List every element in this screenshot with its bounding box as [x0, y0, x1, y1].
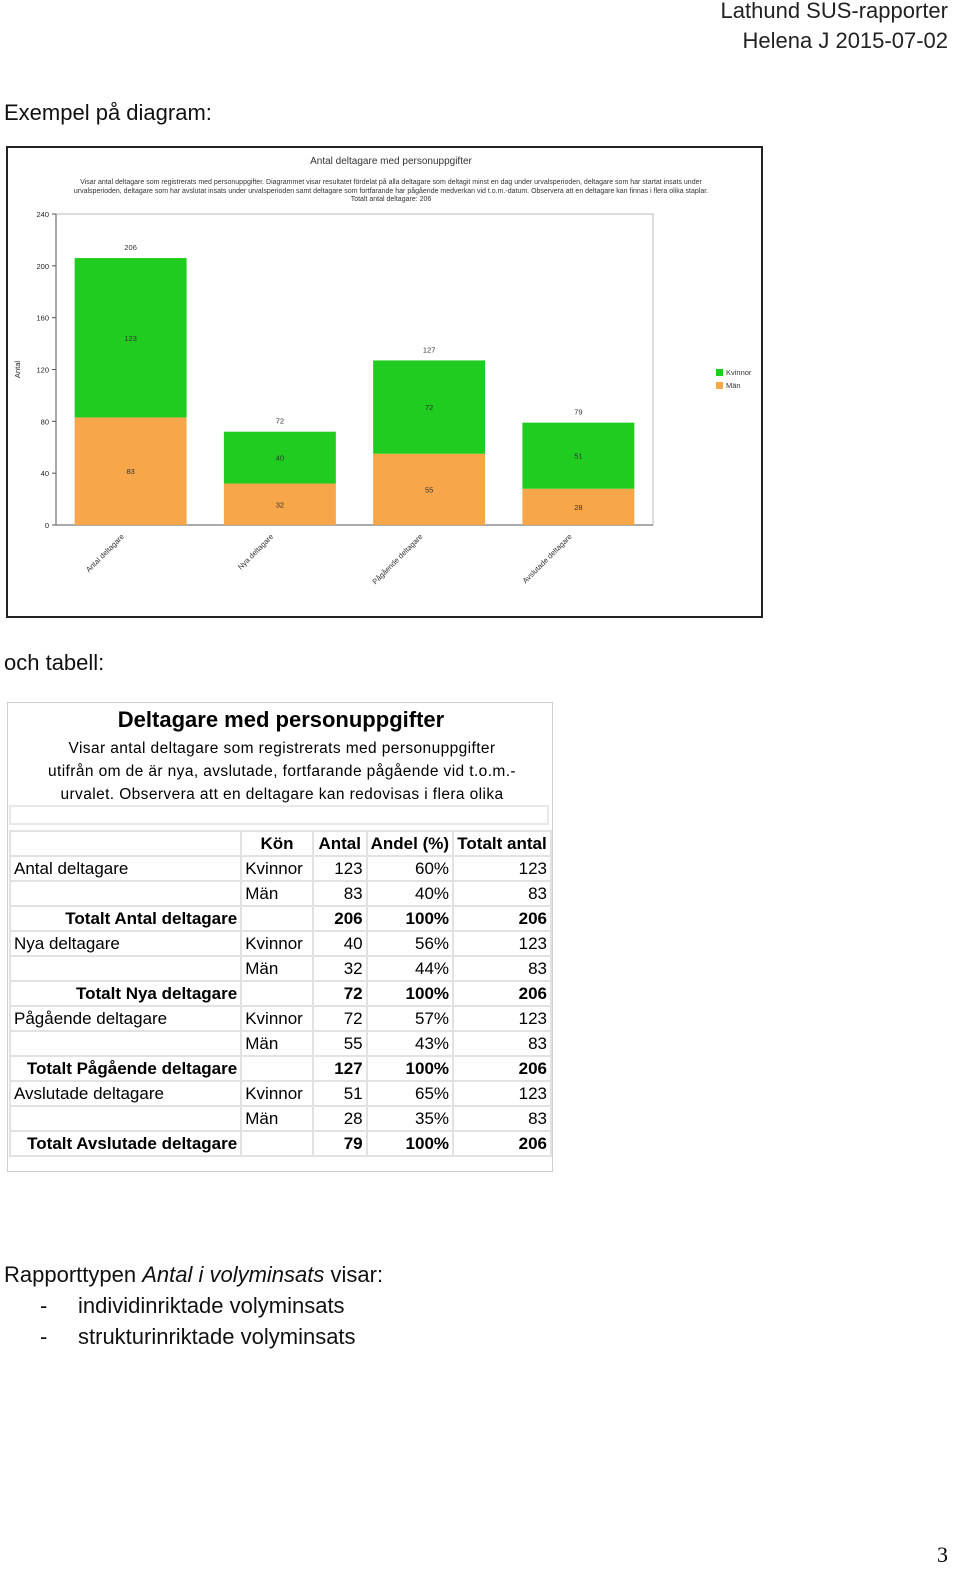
count-cell: 72	[313, 981, 367, 1006]
document-header	[721, 0, 948, 56]
row-label: Totalt Nya deltagare	[10, 981, 241, 1006]
table-row	[10, 1106, 551, 1131]
gender-cell	[241, 981, 313, 1006]
total-count-cell: 206	[453, 981, 551, 1006]
bar-total-label: 127	[422, 345, 436, 355]
row-label: Nya deltagare	[10, 931, 241, 956]
gender-cell: Män	[241, 1031, 313, 1056]
bar-value-label: 123	[124, 333, 137, 343]
bar-total-label: 79	[574, 407, 583, 417]
total-count-cell: 83	[453, 881, 551, 906]
category-label: Nya deltagare	[235, 532, 276, 572]
share-cell: 44%	[367, 956, 453, 981]
total-count-cell: 123	[453, 1006, 551, 1031]
table-row	[10, 1006, 551, 1031]
share-cell: 100%	[367, 1131, 453, 1156]
table-total-row	[10, 1131, 551, 1156]
total-count-cell: 123	[453, 856, 551, 881]
gender-cell: Män	[241, 881, 313, 906]
y-tick-label: 40	[40, 469, 49, 479]
list-item	[40, 1293, 345, 1319]
gender-cell: Kvinnor	[241, 1006, 313, 1031]
list-dash: -	[40, 1324, 48, 1349]
total-count-cell: 83	[453, 956, 551, 981]
bar-value-label: 55	[424, 485, 434, 495]
report-text-suffix: visar:	[324, 1262, 384, 1287]
table-spacer-row	[9, 805, 549, 825]
share-cell: 57%	[367, 1006, 453, 1031]
y-tick-label: 160	[36, 313, 49, 323]
share-cell: 100%	[367, 906, 453, 931]
legend-label: Män	[726, 381, 741, 390]
table-row	[10, 956, 551, 981]
bar-value-label: 51	[574, 451, 583, 461]
bar-total-label: 72	[275, 416, 285, 426]
row-label: Antal deltagare	[10, 856, 241, 881]
chart-description-line: Visar antal deltagare som registrerats med personuppgifter. Diagrammet visar resultatet fördelat på alla deltagare som deltagit minst en dag under urvalsperioden, deltagare som har startat insats under	[80, 179, 702, 186]
table-row	[10, 1081, 551, 1106]
table-total-row	[10, 1056, 551, 1081]
table-description	[24, 737, 540, 806]
total-count-cell: 83	[453, 1031, 551, 1056]
row-label: Avslutade deltagare	[10, 1081, 241, 1106]
page-number: 3	[937, 1542, 948, 1567]
bar-value-label: 28	[574, 502, 583, 512]
list-item-text: individinriktade volyminsats	[78, 1293, 345, 1318]
category-label: Avslutade deltagare	[520, 532, 574, 586]
total-count-cell: 206	[453, 1131, 551, 1156]
count-cell: 32	[313, 956, 367, 981]
bar-value-label: 32	[275, 500, 285, 510]
count-cell: 28	[313, 1106, 367, 1131]
table-title: Deltagare med personuppgifter	[117, 707, 445, 732]
gender-cell: Kvinnor	[241, 1081, 313, 1106]
gender-cell: Män	[241, 956, 313, 981]
row-label: Pågående deltagare	[10, 1006, 241, 1031]
row-label	[10, 956, 241, 981]
y-tick-label: 120	[36, 365, 49, 375]
column-header: Totalt antal	[453, 831, 551, 856]
count-cell: 83	[313, 881, 367, 906]
category-label: Antal deltagare	[83, 532, 127, 575]
row-label: Totalt Pågående deltagare	[10, 1056, 241, 1081]
gender-cell	[241, 906, 313, 931]
count-cell: 51	[313, 1081, 367, 1106]
table-header-row	[10, 831, 551, 856]
header-author-date: Helena J 2015-07-02	[742, 28, 948, 53]
legend-swatch	[716, 369, 723, 376]
table-heading: och tabell:	[4, 650, 105, 675]
bar-total-label: 206	[124, 243, 137, 253]
table-row	[10, 931, 551, 956]
chart-description-line: urvalsperioden, deltagare som har avslutat insats under urvalsperioden samt deltagare som fortfarande har pågående medverkan vid t.o.m.-datum. Observera att en deltagare kan finnas i flera olika staplar.	[73, 188, 709, 195]
header-title: Lathund SUS-rapporter	[720, 0, 948, 23]
diagram-heading: Exempel på diagram:	[4, 100, 212, 125]
share-cell: 100%	[367, 981, 453, 1006]
legend-label: Kvinnor	[726, 368, 752, 377]
bar-value-label: 40	[275, 453, 285, 463]
column-header: Antal	[313, 831, 367, 856]
report-type-paragraph	[4, 1262, 383, 1288]
column-header: Kön	[241, 831, 313, 856]
gender-cell: Kvinnor	[241, 931, 313, 956]
bar-value-label: 83	[126, 467, 135, 477]
table-description-line: utifrån om de är nya, avslutade, fortfarande pågående vid t.o.m.-	[47, 763, 516, 780]
row-label	[10, 1031, 241, 1056]
table-total-row	[10, 981, 551, 1006]
list-item-text: strukturinriktade volyminsats	[78, 1324, 356, 1349]
count-cell: 40	[313, 931, 367, 956]
table-figure	[7, 702, 553, 1172]
count-cell: 79	[313, 1131, 367, 1156]
table-row	[10, 881, 551, 906]
total-count-cell: 206	[453, 1056, 551, 1081]
share-cell: 43%	[367, 1031, 453, 1056]
bar-chart	[8, 148, 761, 616]
chart-figure	[6, 146, 763, 618]
count-cell: 123	[313, 856, 367, 881]
table-row	[10, 856, 551, 881]
share-cell: 40%	[367, 881, 453, 906]
total-count-cell: 123	[453, 1081, 551, 1106]
y-tick-label: 200	[36, 261, 49, 271]
table-description-line: Visar antal deltagare som registrerats med personuppgifter	[68, 740, 496, 757]
count-cell: 127	[313, 1056, 367, 1081]
gender-cell	[241, 1056, 313, 1081]
row-label: Totalt Avslutade deltagare	[10, 1131, 241, 1156]
y-tick-label: 80	[40, 417, 49, 427]
table-description-line: urvalet. Observera att en deltagare kan redovisas i flera olika	[60, 786, 504, 803]
column-header: Andel (%)	[367, 831, 453, 856]
y-axis-label: Antal	[13, 360, 22, 379]
y-tick-label: 240	[36, 210, 49, 219]
legend-swatch	[716, 382, 723, 389]
share-cell: 56%	[367, 931, 453, 956]
row-label: Totalt Antal deltagare	[10, 906, 241, 931]
share-cell: 65%	[367, 1081, 453, 1106]
count-cell: 72	[313, 1006, 367, 1031]
gender-cell	[241, 1131, 313, 1156]
chart-title: Antal deltagare med personuppgifter	[310, 156, 472, 167]
list-item	[40, 1324, 356, 1350]
list-dash: -	[40, 1293, 48, 1318]
share-cell: 100%	[367, 1056, 453, 1081]
column-header	[10, 831, 241, 856]
count-cell: 55	[313, 1031, 367, 1056]
gender-cell: Kvinnor	[241, 856, 313, 881]
table-row	[10, 1031, 551, 1056]
total-count-cell: 123	[453, 931, 551, 956]
participants-table	[9, 830, 552, 1157]
category-label: Pågående deltagare	[370, 532, 425, 587]
total-count-cell: 83	[453, 1106, 551, 1131]
share-cell: 35%	[367, 1106, 453, 1131]
total-count-cell: 206	[453, 906, 551, 931]
y-tick-label: 0	[44, 521, 49, 530]
table-total-row	[10, 906, 551, 931]
bar-value-label: 72	[424, 403, 434, 413]
count-cell: 206	[313, 906, 367, 931]
row-label	[10, 881, 241, 906]
report-type-name: Antal i volyminsats	[142, 1262, 325, 1287]
row-label	[10, 1106, 241, 1131]
gender-cell: Män	[241, 1106, 313, 1131]
chart-description-line: Totalt antal deltagare: 206	[350, 196, 432, 203]
share-cell: 60%	[367, 856, 453, 881]
report-text-prefix: Rapporttypen	[4, 1262, 143, 1287]
